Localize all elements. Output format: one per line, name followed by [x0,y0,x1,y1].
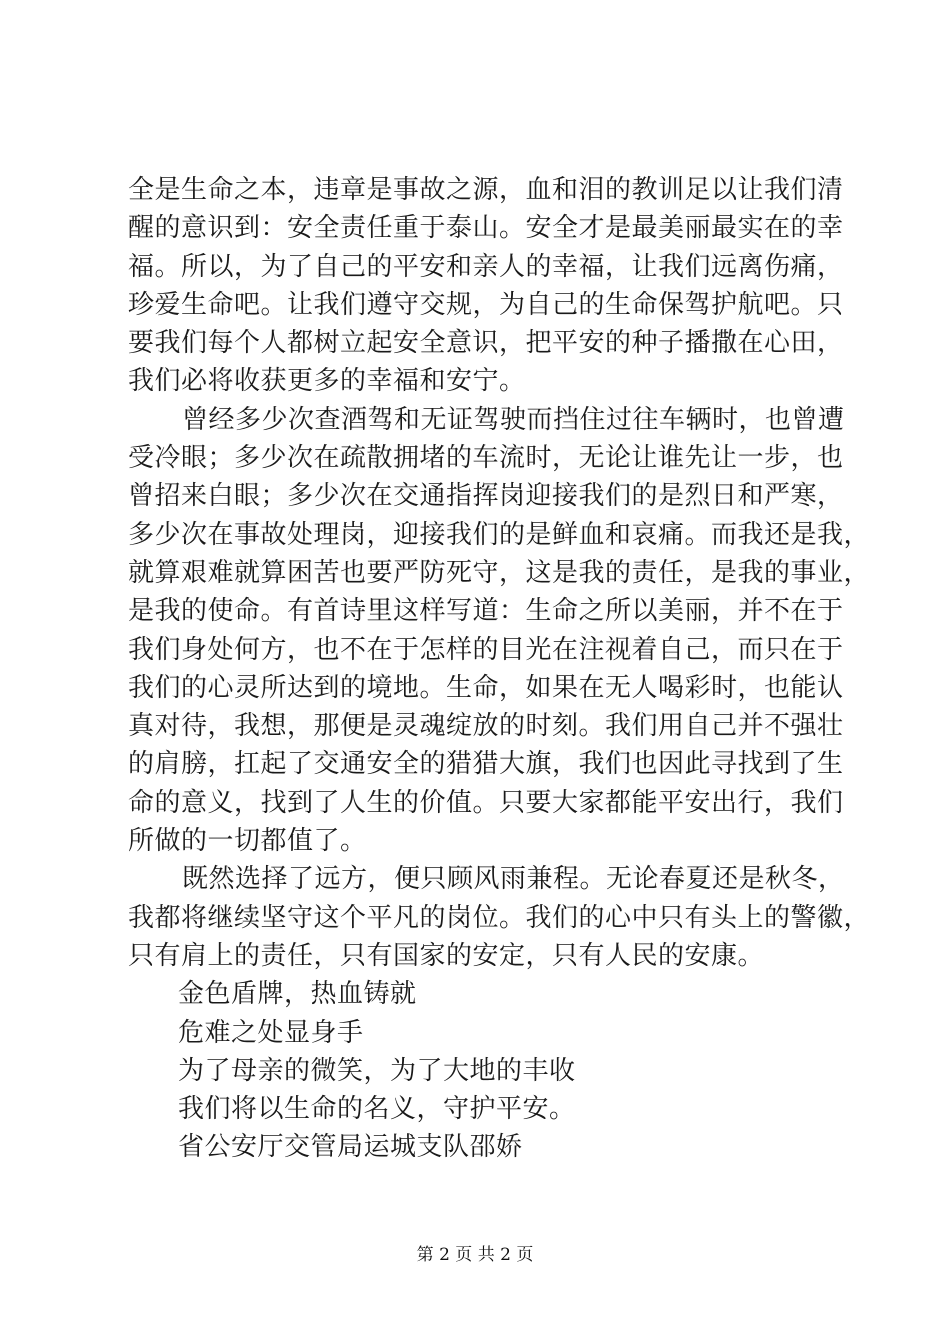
text-line: 受冷眼；多少次在疏散拥堵的车流时，无论让谁先让一步，也 [128,443,844,474]
verse-line: 为了母亲的微笑，为了大地的丰收 [178,1055,576,1086]
text-line: 福。所以，为了自己的平安和亲人的幸福，让我们远离伤痛， [128,251,844,282]
text-line: 曾招来白眼；多少次在交通指挥岗迎接我们的是烈日和严寒， [128,481,844,512]
paragraph-2 [128,401,871,861]
text-line: 只有肩上的责任，只有国家的安定，只有人民的安康。 [128,940,765,971]
author-signature: 省公安厅交管局运城支队邵娇 [178,1132,523,1163]
verse-line: 危难之处显身手 [178,1017,364,1048]
text-line: 所做的一切都值了。 [128,826,367,857]
text-line: 醒的意识到：安全责任重于泰山。安全才是最美丽最实在的幸 [128,213,844,244]
verse-line: 我们将以生命的名义，守护平安。 [178,1094,576,1125]
paragraph-3 [128,860,871,975]
page-number-footer: 第 2 页 共 2 页 [416,1245,534,1265]
text-line: 真对待，我想，那便是灵魂绽放的时刻。我们用自己并不强壮 [128,711,844,742]
text-line: 全是生命之本，违章是事故之源，血和泪的教训足以让我们清 [128,175,844,205]
text-line: 的肩膀，扛起了交通安全的猎猎大旗，我们也因此寻找到了生 [128,749,844,780]
text-line: 我们的心灵所达到的境地。生命，如果在无人喝彩时，也能认 [128,672,844,703]
text-line: 要我们每个人都树立起安全意识，把平安的种子播撒在心田， [128,328,844,359]
text-line: 命的意义，找到了人生的价值。只要大家都能平安出行，我们 [128,787,844,818]
text-line: 我都将继续坚守这个平凡的岗位。我们的心中只有头上的警徽， [128,902,871,933]
text-line: 既然选择了远方，便只顾风雨兼程。无论春夏还是秋冬， [182,864,845,895]
paragraph-1 [128,171,844,401]
text-line: 多少次在事故处理岗，迎接我们的是鲜血和哀痛。而我还是我， [128,519,871,550]
text-line: 就算艰难就算困苦也要严防死守，这是我的责任，是我的事业， [128,557,871,588]
verse-line: 金色盾牌，热血铸就 [178,979,417,1010]
text-line: 我们身处何方，也不在于怎样的目光在注视着自己，而只在于 [128,634,844,665]
text-line: 珍爱生命吧。让我们遵守交规，为自己的生命保驾护航吧。只 [128,289,844,320]
text-line: 我们必将收获更多的幸福和安宁。 [128,366,526,397]
document-body [128,171,871,1167]
text-line: 是我的使命。有首诗里这样写道：生命之所以美丽，并不在于 [128,596,844,627]
text-line: 曾经多少次查酒驾和无证驾驶而挡住过往车辆时，也曾遭 [182,404,845,435]
verse-block [128,975,838,1166]
